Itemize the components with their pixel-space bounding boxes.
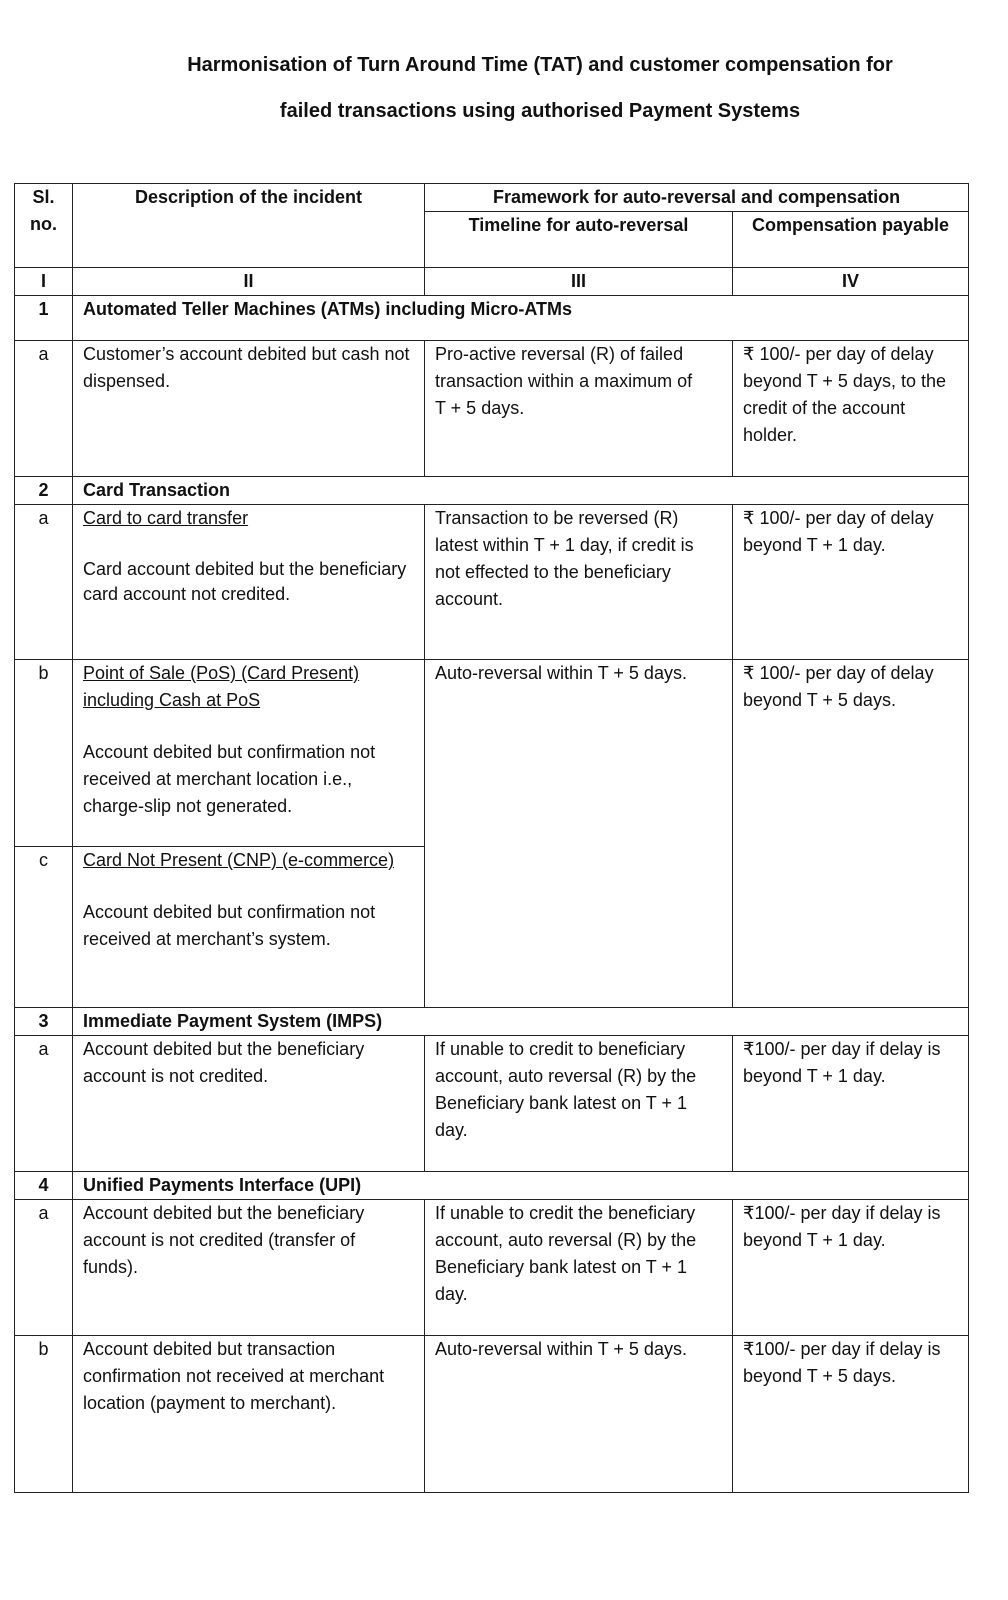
header-roman-iii: III [425,268,733,296]
compensation-payable: ₹ 100/- per day of delay beyond T + 1 day. [733,505,969,660]
document-title-line-1: Harmonisation of Turn Around Time (TAT) and customer compensation for [187,54,893,76]
reversal-timeline: If unable to credit to beneficiary account, auto reversal (R) by the Beneficiary bank latest on T + 1 day. [425,1036,733,1172]
header-framework: Framework for auto-reversal and compensation [425,184,969,212]
compensation-payable: ₹100/- per day if delay is beyond T + 5 days. [733,1336,969,1493]
incident-detail: Account debited but confirmation not received at merchant location i.e., charge-slip not generated. [83,742,376,816]
header-compensation: Compensation payable [733,212,969,268]
incident-heading: Point of Sale (PoS) (Card Present) including Cash at PoS [83,663,360,710]
incident-description: Customer’s account debited but cash not dispensed. [73,341,425,477]
header-roman-ii: II [73,268,425,296]
compensation-payable: ₹ 100/- per day of delay beyond T + 5 days, to the credit of the account holder. [733,341,969,477]
row-id: a [15,505,73,660]
incident-description [73,505,425,660]
incident-description [73,847,425,1008]
row-id: b [15,1336,73,1493]
document-title-line-2: failed transactions using authorised Payment Systems [279,100,801,122]
section-title-imps: Immediate Payment System (IMPS) [73,1008,969,1036]
incident-description: Account debited but the beneficiary account is not credited (transfer of funds). [73,1200,425,1336]
incident-heading: Card to card transfer [83,508,249,528]
header-description: Description of the incident [73,184,425,268]
row-id: b [15,660,73,847]
row-id: a [15,341,73,477]
header-roman-iv: IV [733,268,969,296]
section-number: 3 [15,1008,73,1036]
incident-description: Account debited but transaction confirmation not received at merchant location (payment to merchant). [73,1336,425,1493]
incident-detail: Account debited but confirmation not received at merchant’s system. [83,902,376,949]
reversal-timeline: Pro-active reversal (R) of failed transaction within a maximum of T + 5 days. [425,341,733,477]
compensation-payable: ₹100/- per day if delay is beyond T + 1 day. [733,1200,969,1336]
reversal-timeline: Transaction to be reversed (R) latest within T + 1 day, if credit is not effected to the beneficiary account. [425,505,733,660]
row-id: a [15,1200,73,1336]
reversal-timeline: Auto-reversal within T + 5 days. [425,660,733,1008]
header-roman-i: I [15,268,73,296]
incident-description [73,660,425,847]
incident-heading: Card Not Present (CNP) (e-commerce) [83,850,395,870]
header-timeline: Timeline for auto-reversal [425,212,733,268]
reversal-timeline: If unable to credit the beneficiary account, auto reversal (R) by the Beneficiary bank latest on T + 1 day. [425,1200,733,1336]
section-title-atm: Automated Teller Machines (ATMs) including Micro-ATMs [73,296,969,341]
section-number: 2 [15,477,73,505]
incident-detail: Card account debited but the beneficiary card account not credited. [83,559,407,604]
section-number: 4 [15,1172,73,1200]
section-title-upi: Unified Payments Interface (UPI) [73,1172,969,1200]
section-number: 1 [15,296,73,341]
compensation-payable: ₹100/- per day if delay is beyond T + 1 day. [733,1036,969,1172]
header-sl-no: Sl. no. [15,184,73,268]
incident-description: Account debited but the beneficiary account is not credited. [73,1036,425,1172]
row-id: a [15,1036,73,1172]
row-id: c [15,847,73,1008]
section-title-card: Card Transaction [73,477,969,505]
compensation-payable: ₹ 100/- per day of delay beyond T + 5 days. [733,660,969,1008]
reversal-timeline: Auto-reversal within T + 5 days. [425,1336,733,1493]
tat-compensation-table [14,183,969,1493]
